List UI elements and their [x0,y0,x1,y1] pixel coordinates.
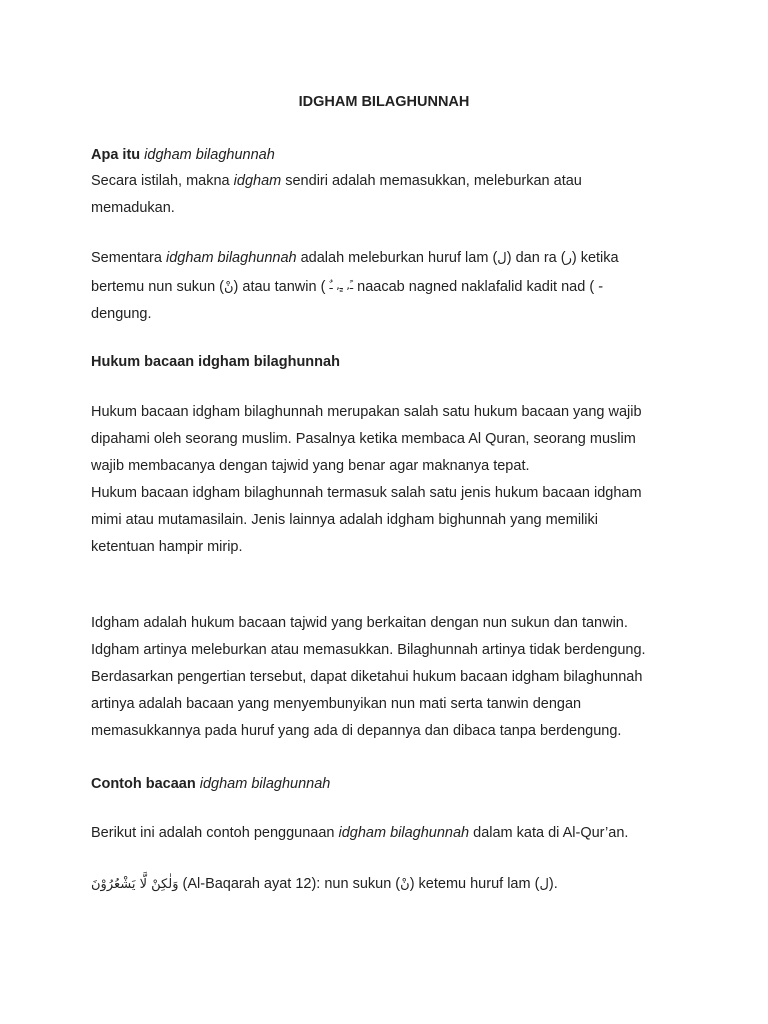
text-run: ) ketemu huruf lam ( [409,876,540,892]
arabic-nun-sukun: نْ [400,877,410,892]
section-heading-apa-itu [91,143,691,167]
example-line [91,871,691,898]
text-run: naacab nagned naklafalid kadit nad ( [353,279,599,295]
heading-italic-term: idgham bilaghunnah [144,147,275,163]
paragraph-line [91,245,691,272]
document-title: IDGHAM BILAGHUNNAH [298,94,470,110]
heading-text: Contoh bacaan [91,776,200,792]
paragraph-line: Idgham artinya meleburkan atau memasukkan. Bilaghunnah artinya tidak berdengung. [91,642,646,658]
paragraph-definition [91,168,691,222]
arabic-nun-sukun: نْ [224,280,234,295]
text-run: - [598,279,604,295]
arabic-lam: ل [539,877,549,892]
paragraph-line [91,272,691,301]
text-run: (Al-Baqarah ayat 12): nun sukun ( [178,876,401,892]
text-run: Berikut ini adalah contoh penggunaan [91,825,339,841]
paragraph-line [91,168,691,195]
text-run: Sementara [91,250,166,266]
paragraph-line: mimi atau mutamasilain. Jenis lainnya adalah idgham bighunnah yang memiliki [91,512,598,528]
paragraph-line: wajib membacanya dengan tajwid yang benar agar maknanya tepat. [91,458,530,474]
text-run: bertemu nun sukun ( [91,279,224,295]
text-run: dalam kata di Al-Qur’an. [469,825,629,841]
arabic-ra: ر [565,251,572,266]
text-run: ) dan ra ( [506,250,566,266]
paragraph-line: artinya adalah bacaan yang menyembunyikan nun mati serta tanwin dengan [91,696,582,712]
heading-text: Apa itu [91,147,145,163]
text-run: ). [548,876,558,892]
italic-term: idgham bilaghunnah [165,250,297,266]
paragraph-line: Berdasarkan pengertian tersebut, dapat diketahui hukum bacaan idgham bilaghunnah [91,669,643,685]
paragraph-contoh-intro [91,820,691,847]
paragraph-idgham-definition [91,610,691,745]
arabic-example-phrase: وَلٰكِنْ لَّا يَشْعُرُوْنَ [91,877,179,892]
paragraph-line: memadukan. [91,200,175,216]
section-heading-contoh [91,772,691,796]
paragraph-line [91,871,691,898]
paragraph-line [91,820,691,847]
arabic-tanwin-marks: ـً, ـٍ, ـٌ [329,279,354,292]
text-run: ) atau tanwin ( [233,279,330,295]
text-run: ) ketika [571,250,619,266]
text-run: Secara istilah, makna [91,173,234,189]
paragraph-line: ketentuan hampir mirip. [91,539,243,555]
italic-term: idgham bilaghunnah [338,825,470,841]
italic-term: idgham [233,173,282,189]
paragraph-hukum [91,399,691,561]
section-heading-hukum: Hukum bacaan idgham bilaghunnah [91,354,340,370]
paragraph-line: memasukkannya pada huruf yang ada di depannya dan dibaca tanpa berdengung. [91,723,622,739]
paragraph-line: dengung. [91,306,152,322]
paragraph-sementara [91,245,691,328]
heading-italic-term: idgham bilaghunnah [199,776,331,792]
paragraph-line: Idgham adalah hukum bacaan tajwid yang berkaitan dengan nun sukun dan tanwin. [91,615,628,631]
paragraph-line: dipahami oleh seorang muslim. Pasalnya ketika membaca Al Quran, seorang muslim [91,431,636,447]
text-run: sendiri adalah memasukkan, meleburkan atau [281,173,582,189]
paragraph-line: Hukum bacaan idgham bilaghunnah merupakan salah satu hukum bacaan yang wajib [91,404,642,420]
arabic-lam: ل [497,251,507,266]
text-run: adalah meleburkan huruf lam ( [296,250,498,266]
paragraph-line: Hukum bacaan idgham bilaghunnah termasuk salah satu jenis hukum bacaan idgham [91,485,642,501]
